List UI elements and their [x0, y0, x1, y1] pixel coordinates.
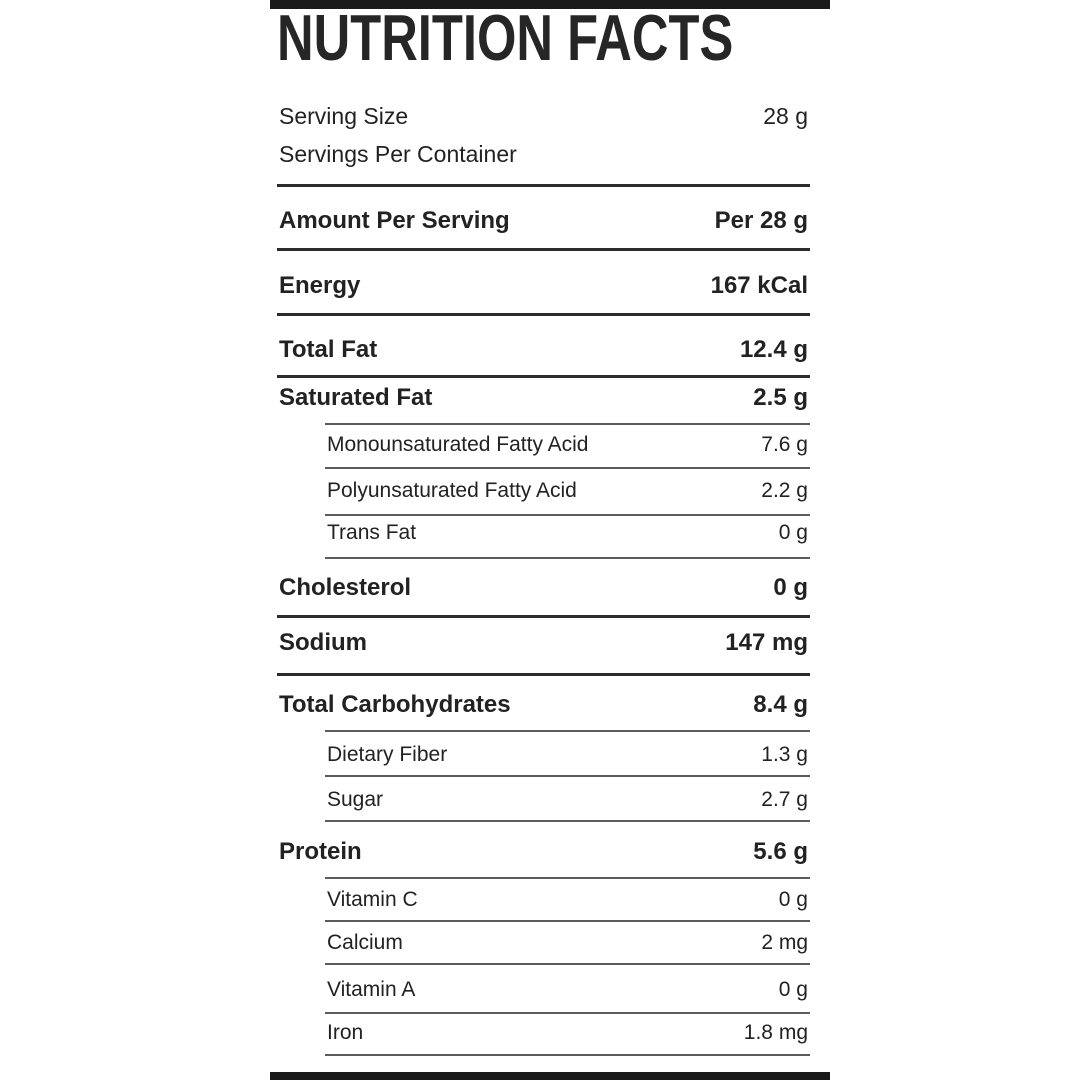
nutrient-row-dietary-fiber	[325, 742, 810, 768]
nutrient-row-iron	[325, 1020, 810, 1046]
serving-size-row	[277, 101, 810, 131]
divider	[277, 248, 810, 251]
nutrient-value: 2.7 g	[761, 788, 808, 811]
nutrient-label: Iron	[327, 1021, 364, 1044]
nutrient-row-cholesterol	[277, 573, 810, 603]
nutrient-label: Polyunsaturated Fatty Acid	[327, 479, 577, 502]
divider	[277, 615, 810, 618]
serving-size-value: 28 g	[763, 103, 808, 129]
nutrient-value: 2 mg	[761, 931, 808, 954]
nutrient-label: Cholesterol	[279, 574, 412, 601]
nutrient-value: 5.6 g	[753, 838, 808, 865]
nutrient-row-trans-fat	[325, 520, 810, 546]
bottom-border-bar	[270, 1072, 830, 1080]
nutrient-value: 8.4 g	[753, 691, 808, 718]
nutrient-value: 0 g	[773, 574, 808, 601]
nutrient-label: Energy	[279, 272, 361, 299]
nutrient-label: Protein	[279, 838, 362, 865]
nutrient-label: Monounsaturated Fatty Acid	[327, 433, 589, 456]
divider-indented	[325, 820, 810, 822]
nutrient-row-polyunsaturated-fat	[325, 478, 810, 504]
nutrient-label: Trans Fat	[327, 521, 417, 544]
divider-indented	[325, 730, 810, 732]
nutrient-label: Vitamin A	[327, 978, 416, 1001]
nutrient-value: 0 g	[778, 888, 808, 911]
divider-indented	[325, 775, 810, 777]
nutrient-label: Calcium	[327, 931, 403, 954]
nutrient-row-vitamin-a	[325, 977, 810, 1003]
nutrient-value: 7.6 g	[761, 433, 808, 456]
amount-per-serving-label: Amount Per Serving	[279, 207, 510, 234]
nutrient-value: 0 g	[778, 978, 808, 1001]
nutrient-row-energy	[277, 271, 810, 301]
nutrient-value: 2.2 g	[761, 479, 808, 502]
nutrient-row-protein	[277, 837, 810, 867]
nutrient-row-sugar	[325, 787, 810, 813]
nutrient-value: 0 g	[778, 521, 808, 544]
divider	[277, 673, 810, 676]
serving-size-label: Serving Size	[279, 103, 409, 129]
nutrient-label: Vitamin C	[327, 888, 418, 911]
divider	[277, 375, 810, 378]
divider-indented	[325, 877, 810, 879]
nutrient-label: Sugar	[327, 788, 384, 811]
nutrient-value: 2.5 g	[753, 384, 808, 411]
divider-indented	[325, 467, 810, 469]
nutrient-value: 167 kCal	[710, 272, 808, 299]
nutrient-row-vitamin-c	[325, 887, 810, 913]
nutrient-value: 147 mg	[725, 629, 808, 656]
nutrient-label: Sodium	[279, 629, 367, 656]
nutrient-value: 1.3 g	[761, 743, 808, 766]
nutrient-row-total-fat	[277, 335, 810, 365]
divider-indented	[325, 1012, 810, 1014]
nutrient-label: Dietary Fiber	[327, 743, 448, 766]
divider	[277, 184, 810, 187]
nutrient-row-calcium	[325, 930, 810, 956]
amount-per-serving-row	[277, 206, 810, 236]
label-title: NUTRITION FACTS	[277, 1, 734, 74]
divider-indented	[325, 1054, 810, 1056]
nutrient-row-sodium	[277, 628, 810, 658]
servings-per-container-row	[277, 139, 810, 169]
divider-indented	[325, 963, 810, 965]
divider	[277, 313, 810, 316]
nutrient-value: 12.4 g	[739, 336, 808, 363]
divider-indented	[325, 423, 810, 425]
nutrient-row-total-carbohydrates	[277, 690, 810, 720]
nutrient-value: 1.8 mg	[743, 1021, 808, 1044]
nutrition-facts-label	[277, 0, 810, 1080]
nutrient-label: Total Carbohydrates	[279, 691, 511, 718]
divider-indented	[325, 557, 810, 559]
nutrient-row-monounsaturated-fat	[325, 432, 810, 458]
servings-per-container-label: Servings Per Container	[279, 141, 517, 167]
divider-indented	[325, 920, 810, 922]
nutrient-row-saturated-fat	[277, 383, 810, 413]
divider-indented	[325, 514, 810, 516]
nutrient-label: Saturated Fat	[279, 384, 433, 411]
nutrient-label: Total Fat	[279, 336, 378, 363]
amount-per-serving-value: Per 28 g	[714, 207, 808, 234]
